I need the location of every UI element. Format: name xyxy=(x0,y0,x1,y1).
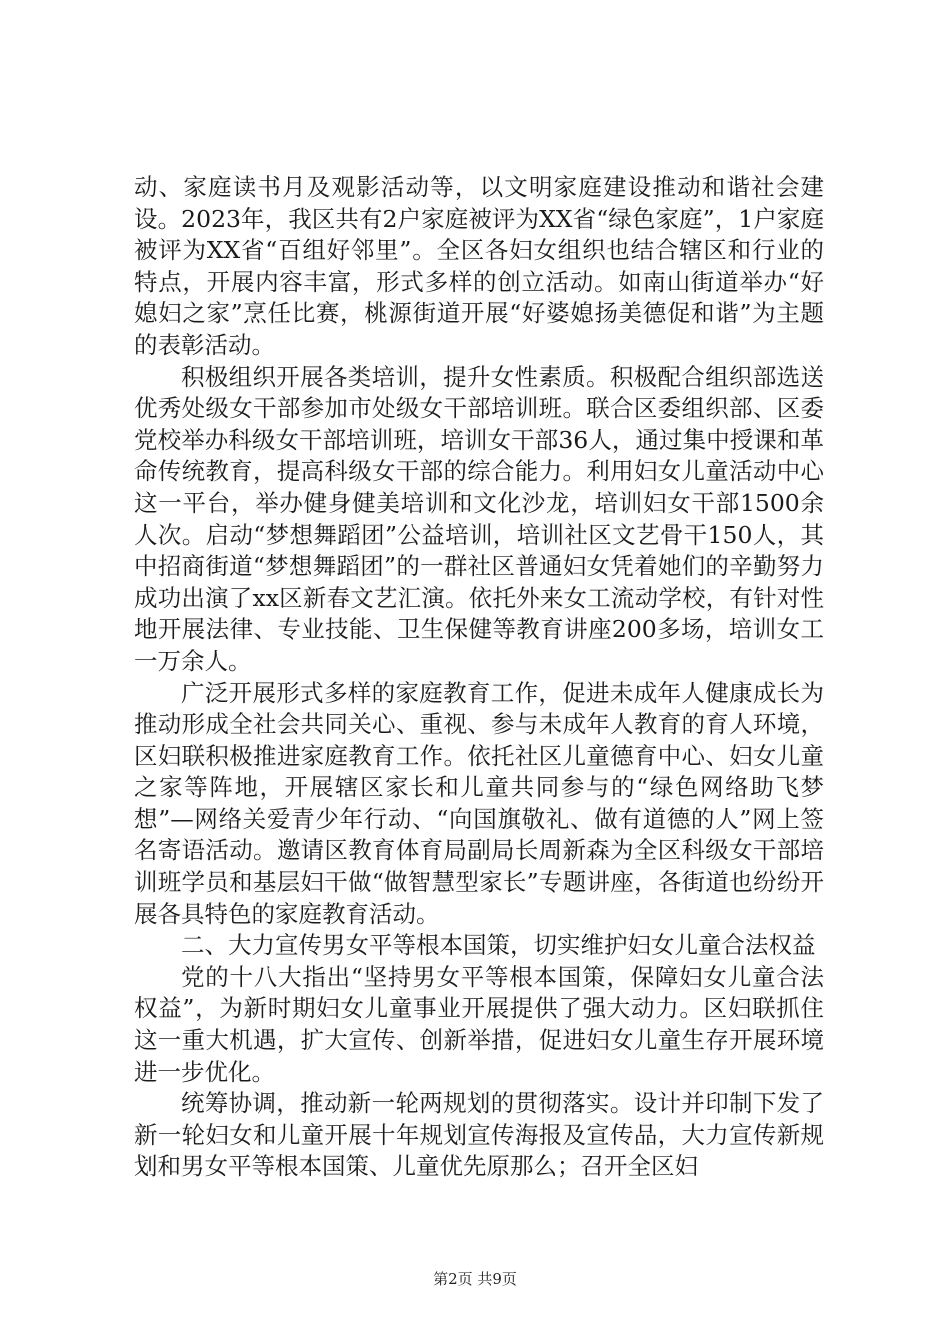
paragraph-training: 积极组织开展各类培训，提升女性素质。积极配合组织部选送优秀处级女干部参加市处级女干部培训班。联合区委组织部、区委党校举办科级女干部培训班，培训女干部36人，通过集中授课和革命传统教育，提高科级女干部的综合能力。利用妇女儿童活动中心这一平台，举办健身健美培训和文化沙龙，培训妇女干部1500余人次。启动“梦想舞蹈团”公益培训，培训社区文艺骨干150人，其中招商街道“梦想舞蹈团”的一群社区普通妇女凭着她们的辛勤努力成功出演了xx区新春文艺汇演。依托外来女工流动学校，有针对性地开展法律、专业技能、卫生保健等教育讲座200多场，培训女工一万余人。 xyxy=(134,362,824,675)
paragraph-family-activities: 动、家庭读书月及观影活动等，以文明家庭建设推动和谐社会建设。2023年，我区共有2户家庭被评为XX省“绿色家庭”，1户家庭被评为XX省“百组好邻里”。全区各妇女组织也结合辖区和行业的特点，开展内容丰富，形式多样的创立活动。如南山街道举办“好媳妇之家”烹任比赛，桃源街道开展“好婆媳扬美德促和谐”为主题的表彰活动。 xyxy=(134,173,824,359)
paragraph-eighteenth-congress: 党的十八大指出“坚持男女平等根本国策，保障妇女儿童合法权益”，为新时期妇女儿童事业开展提供了强大动力。区妇联抓住这一重大机遇，扩大宣传、创新举措，促进妇女儿童生存开展环境进一步优化。 xyxy=(134,962,824,1086)
page-number-footer: 第2页 共9页 xyxy=(433,1270,517,1288)
paragraph-planning: 统筹协调，推动新一轮两规划的贯彻落实。设计并印制下发了新一轮妇女和儿童开展十年规划宣传海报及宣传品，大力宣传新规划和男女平等根本国策、儿童优先原那么；召开全区妇 xyxy=(134,1089,824,1181)
document-body xyxy=(134,172,824,1183)
paragraph-family-education: 广泛开展形式多样的家庭教育工作，促进未成年人健康成长为推动形成全社会共同关心、重视、参与未成年人教育的育人环境，区妇联积极推进家庭教育工作。依托社区儿童德育中心、妇女儿童之家等阵地，开展辖区家长和儿童共同参与的“绿色网络助飞梦想”—网络关爱青少年行动、“向国旗敬礼、做有道德的人”网上签名寄语活动。邀请区教育体育局副局长周新森为全区科级女干部培训班学员和基层妇干做“做智慧型家长”专题讲座，各街道也纷纷开展各具特色的家庭教育活动。 xyxy=(134,678,824,928)
section-heading-2: 二、大力宣传男女平等根本国策，切实维护妇女儿童合法权益 xyxy=(181,931,816,960)
